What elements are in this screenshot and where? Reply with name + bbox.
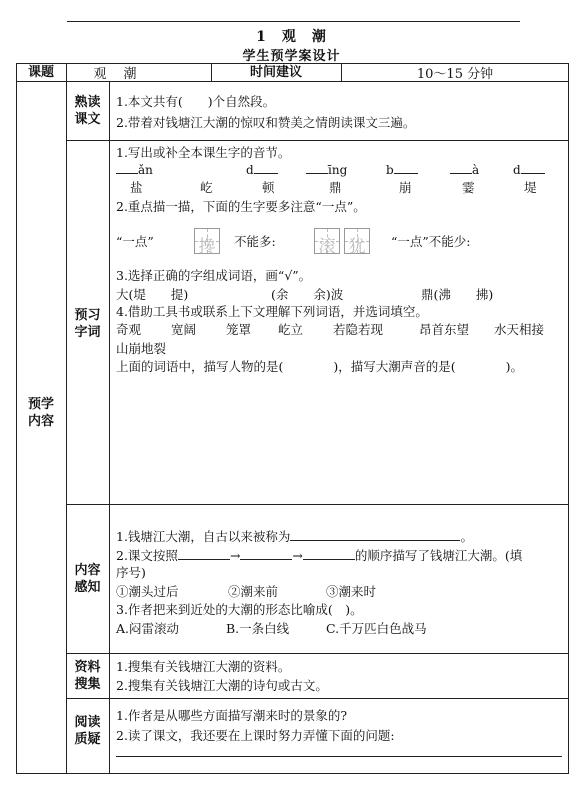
content-q3: 3.作者把来到近处的大潮的形态比喻成( )。 [116,602,363,617]
pinyin-item: ǎn [116,161,153,177]
col-divider [109,81,110,774]
pinyin-item: b [386,161,418,177]
content-option: ③潮来时 [326,584,377,599]
page-title: 1 观 潮 [256,29,327,45]
questions-line-1: 1.作者是从哪些方面描写潮来时的景象的? [116,708,348,723]
content-label: 内容 感知 [74,563,101,595]
char-item: 堤 [524,180,537,195]
not-more-label: 不能多: [234,234,276,249]
content-option: ①潮头过后 [116,584,179,599]
q4-word: 山崩地裂 [116,341,167,356]
top-rule [67,21,520,22]
char-item: 崩 [399,180,412,195]
time-value: 10～15 分钟 [416,66,494,82]
reading-line-2: 2.带着对钱塘江大潮的惊叹和赞美之情朗读课文三遍。 [116,115,416,130]
questions-line-2: 2.读了课文，我还要在上课时努力弄懂下面的问题: [116,728,395,743]
q3-option: 大(堤 提) [116,287,189,302]
page-subtitle: 学生预学案设计 [242,49,341,64]
content-q1: 1.钱塘江大潮，自古以来被称为 。 [116,529,473,544]
tracing-box: 搀 [194,228,220,254]
pinyin-item: d [513,161,545,177]
content-q3-option: B.一条白线 [226,621,290,636]
row-divider [66,698,569,699]
row-divider [66,504,569,505]
pinyin-item: à [450,161,479,177]
char-item: 屹 [200,180,213,195]
row-divider [66,653,569,654]
q4-word: 若隐若现 [333,322,384,337]
words-q2: 2.重点描一描，下面的生字要多注意“一点”。 [116,199,366,214]
q4-word: 水天相接 [494,322,545,337]
char-item: 盐 [130,180,143,195]
q3-option: (余 余)波 [271,287,344,302]
content-q3-option: C.千万匹白色战马 [326,621,427,636]
pinyin-item: d [246,161,278,177]
dot-right-label: “一点”不能少: [391,234,471,249]
q4-word: 宽阔 [171,322,197,337]
words-q4-sentence: 上面的词语中，描写人物的是( )，描写大潮声音的是( )。 [116,359,524,374]
words-q4: 4.借助工具书或联系上下文理解下列词语，并选词填空。 [116,304,428,319]
time-label: 时间建议 [249,64,302,80]
words-label: 预习 字词 [74,308,101,340]
q4-word: 笼罩 [226,322,252,337]
topic-label: 课题 [27,64,54,80]
char-item: 顿 [262,180,275,195]
reading-line-1: 1.本文共有( )个自然段。 [116,94,276,109]
worksheet-table [16,63,569,774]
pinyin-item: īng [306,161,347,177]
answer-line[interactable] [116,756,562,757]
char-item: 霎 [462,180,475,195]
content-q2-cont: 序号) [116,565,146,580]
q4-word: 屹立 [278,322,304,337]
q3-option: 鼎(沸 拂) [421,287,494,302]
content-q2: 2.课文按照 → → 的顺序描写了钱塘江大潮。(填 [116,548,523,563]
char-item: 鼎 [329,180,342,195]
content-q3-option: A.闷雷滚动 [116,621,180,636]
tracing-box: 犹 [344,228,370,254]
dot-left-label: “一点” [116,234,154,249]
q4-word: 昂首东望 [419,322,470,337]
questions-label: 阅读 质疑 [74,715,101,747]
materials-label: 资料 搜集 [74,659,101,692]
reading-label: 熟读 课文 [74,94,101,127]
words-q1: 1.写出或补全本课生字的音节。 [116,145,291,160]
content-option: ②潮来前 [228,584,279,599]
words-q3: 3.选择正确的字组成词语，画“√”。 [116,268,312,283]
side-label: 预学 内容 [27,397,54,429]
materials-line-1: 1.搜集有关钱塘江大潮的资料。 [116,659,291,674]
topic-value: 观 潮 [93,66,139,82]
materials-line-2: 2.搜集有关钱塘江大潮的诗句或古文。 [116,678,328,693]
row-divider [66,140,569,141]
q4-word: 奇观 [116,322,142,337]
tracing-box: 滚 [314,228,340,254]
